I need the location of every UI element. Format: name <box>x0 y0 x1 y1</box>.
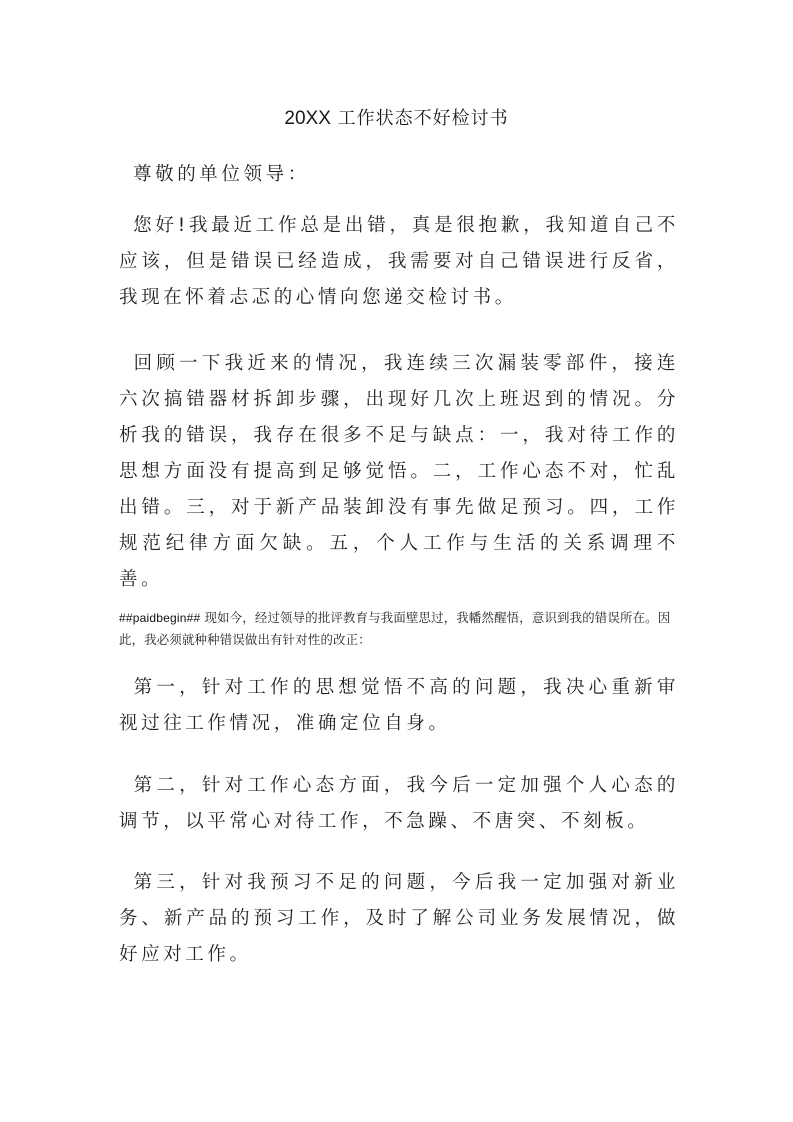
title-text: 工作状态不好检讨书 <box>330 108 509 129</box>
correction-second <box>119 768 679 840</box>
title-year: 20XX <box>284 108 331 129</box>
paragraph-apology <box>119 208 679 316</box>
paragraph-text: 回顾一下我近来的情况，我连续三次漏装零部件，接连六次搞错器材拆卸步骤，出现好几次上班迟到的情况。分析我的错误，我存在很多不足与缺点：一，我对待工作的思想方面没有提高到足够觉悟。二，工作心态不对，忙乱出错。三，对于新产品装卸没有事先做足预习。四，工作规范纪律方面欠缺。五，个人工作与生活的关系调理不善。 <box>119 353 679 590</box>
correction-first <box>119 670 679 742</box>
paragraph-review <box>119 346 679 598</box>
paragraph-text: 您好!我最近工作总是出错，真是很抱歉，我知道自己不应该，但是错误已经造成，我需要对自己错误进行反省，我现在怀着忐忑的心情向您递交检讨书。 <box>119 215 679 308</box>
paid-begin-marker: ##paidbegin## <box>119 611 201 625</box>
correction-text: 第三，针对我预习不足的问题，今后我一定加强对新业务、新产品的预习工作，及时了解公司业务发展情况，做好应对工作。 <box>119 872 679 965</box>
salutation <box>119 157 679 193</box>
document-title <box>0 104 793 130</box>
salutation-text: 尊敬的单位领导： <box>133 164 310 185</box>
paid-section-text: 现如今，经过领导的批评教育与我面壁思过，我幡然醒悟，意识到我的错误所在。因此，我必须就种种错误做出有针对性的改正： <box>119 610 671 647</box>
correction-third <box>119 865 679 973</box>
correction-text: 第一，针对工作的思想觉悟不高的问题，我决心重新审视过往工作情况，准确定位自身。 <box>119 677 679 734</box>
paid-section-paragraph <box>119 607 679 651</box>
correction-text: 第二，针对工作心态方面，我今后一定加强个人心态的调节，以平常心对待工作，不急躁、不唐突、不刻板。 <box>119 775 679 832</box>
